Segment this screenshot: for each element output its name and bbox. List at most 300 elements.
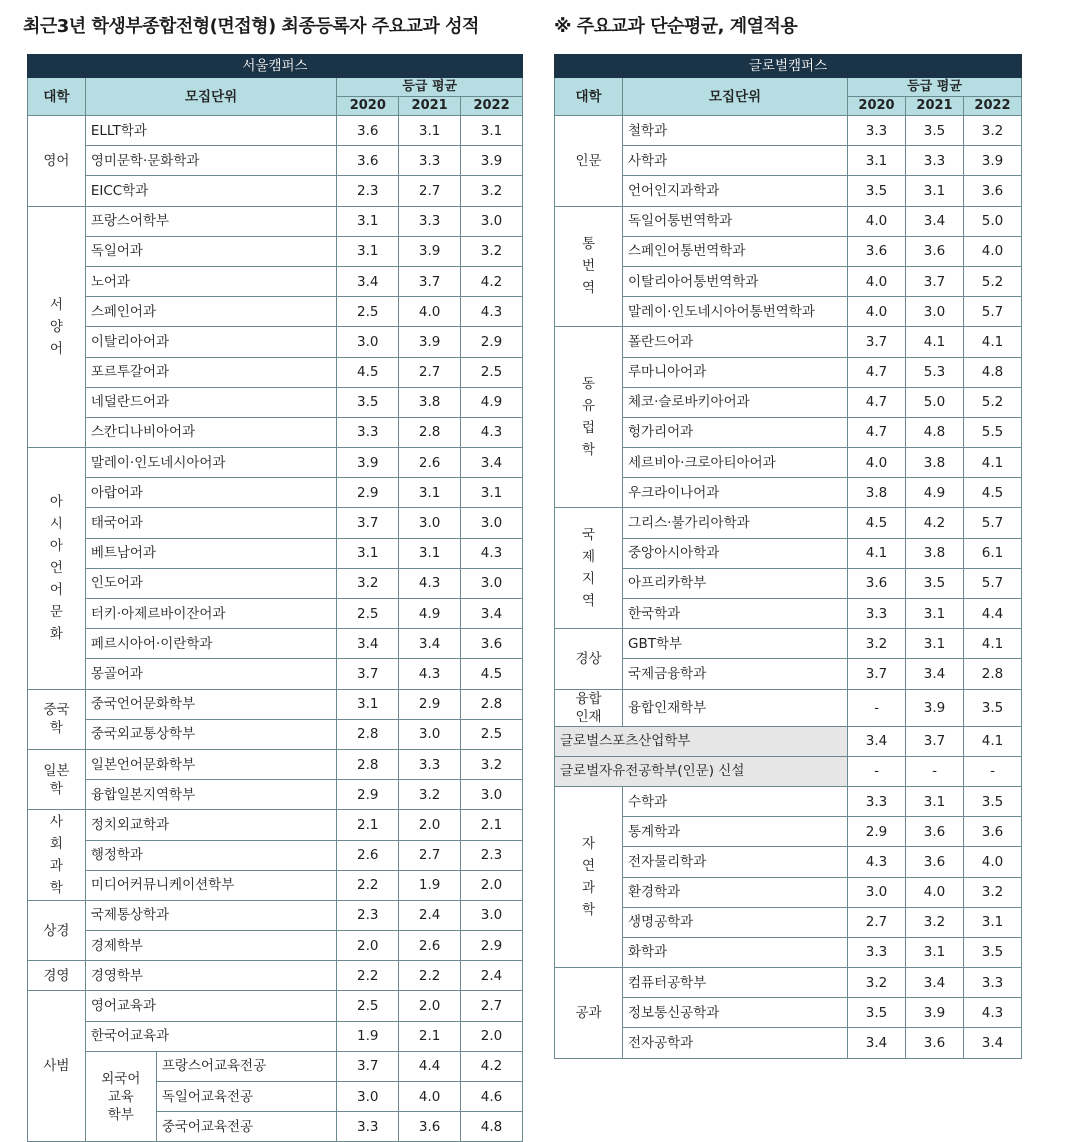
grade-value: 4.2 [461, 266, 523, 296]
college-name: 융합 인재 [555, 689, 623, 726]
unit-name: 포르투갈어과 [85, 357, 337, 387]
grade-value: 3.7 [906, 726, 964, 756]
page-title: 최근3년 학생부종합전형(면접형) 최종등록자 주요교과 성적 [23, 16, 479, 37]
unit-name: 영어교육과 [85, 991, 337, 1021]
table-row [28, 297, 523, 327]
grade-value: 3.0 [461, 206, 523, 236]
grade-value: 3.6 [848, 236, 906, 266]
grade-value: 3.2 [399, 780, 461, 810]
grade-value: 3.0 [461, 900, 523, 930]
grade-value: 2.4 [461, 961, 523, 991]
grade-value: 3.6 [906, 236, 964, 266]
table-row [555, 756, 1022, 786]
table-row [555, 297, 1022, 327]
grade-value: 3.2 [906, 907, 964, 937]
unit-name: 행정학과 [85, 840, 337, 870]
grade-value: 4.0 [399, 297, 461, 327]
grade-value: 2.0 [461, 870, 523, 900]
grade-value: 2.3 [337, 176, 399, 206]
unit-name: 인도어과 [85, 568, 337, 598]
grade-value: 2.0 [399, 810, 461, 840]
col-year: 2021 [399, 97, 461, 116]
table-row [555, 146, 1022, 176]
grade-value: 3.5 [337, 387, 399, 417]
grade-value: 4.0 [906, 877, 964, 907]
note-title: ※ 주요교과 단순평균, 계열적용 [554, 16, 798, 37]
unit-name: 전자물리학과 [623, 847, 848, 877]
column-header-row [28, 78, 523, 97]
grade-value: 2.8 [964, 659, 1022, 689]
grade-value: - [906, 756, 964, 786]
grade-value: 4.8 [906, 417, 964, 447]
unit-name: 네덜란드어과 [85, 387, 337, 417]
college-name: 동 유 럽 학 [555, 327, 623, 508]
table-row [28, 357, 523, 387]
grade-value: 3.1 [906, 599, 964, 629]
table-row [28, 478, 523, 508]
grade-value: 4.3 [399, 659, 461, 689]
grade-value: 6.1 [964, 538, 1022, 568]
grade-value: 3.4 [399, 629, 461, 659]
grade-value: 3.9 [906, 689, 964, 726]
grade-value: 3.8 [906, 448, 964, 478]
grade-value: 2.9 [461, 931, 523, 961]
unit-name: 체코·슬로바키아어과 [623, 387, 848, 417]
table-row [555, 538, 1022, 568]
grade-value: 2.5 [337, 991, 399, 1021]
unit-name: 철학과 [623, 116, 848, 146]
grade-value: 2.0 [461, 1021, 523, 1051]
table-row [28, 417, 523, 447]
table-row [555, 968, 1022, 998]
grade-value: 3.1 [399, 116, 461, 146]
grade-value: 4.3 [964, 998, 1022, 1028]
table-row [555, 478, 1022, 508]
grade-value: 3.3 [848, 937, 906, 967]
grade-value: 3.2 [848, 629, 906, 659]
unit-name: 프랑스어학부 [85, 206, 337, 236]
grade-value: 3.1 [906, 629, 964, 659]
table-row [555, 689, 1022, 726]
grade-value: 3.9 [399, 236, 461, 266]
grade-value: 3.3 [399, 749, 461, 779]
col-unit: 모집단위 [623, 78, 848, 116]
table-row [28, 266, 523, 296]
col-year: 2022 [461, 97, 523, 116]
unit-name: GBT학부 [623, 629, 848, 659]
grade-value: 2.2 [337, 961, 399, 991]
grade-value: 3.6 [906, 1028, 964, 1058]
unit-name: 융합인재학부 [623, 689, 848, 726]
grade-value: 2.5 [337, 297, 399, 327]
college-name: 서 양 어 [28, 206, 86, 448]
table-row [28, 991, 523, 1021]
table-row [28, 387, 523, 417]
table-row [555, 357, 1022, 387]
grade-value: 3.7 [848, 659, 906, 689]
grade-value: 4.0 [848, 448, 906, 478]
table-row [28, 961, 523, 991]
table-row [28, 236, 523, 266]
unit-name: 스페인어과 [85, 297, 337, 327]
college-name: 인문 [555, 116, 623, 207]
grade-value: 4.3 [461, 417, 523, 447]
grade-value: 2.9 [337, 780, 399, 810]
table-row [555, 937, 1022, 967]
grade-value: 3.3 [906, 146, 964, 176]
grade-value: 3.4 [964, 1028, 1022, 1058]
grade-value: 3.0 [399, 508, 461, 538]
grade-value: 3.2 [461, 749, 523, 779]
table-row [555, 417, 1022, 447]
grade-value: 4.3 [461, 297, 523, 327]
grade-value: 3.6 [964, 176, 1022, 206]
unit-name: 독일어과 [85, 236, 337, 266]
table-row [28, 810, 523, 840]
unit-name: 한국어교육과 [85, 1021, 337, 1051]
grade-value: 2.8 [337, 749, 399, 779]
grade-value: 2.1 [461, 810, 523, 840]
grade-value: 4.6 [461, 1082, 523, 1112]
grade-value: 3.3 [399, 146, 461, 176]
col-unit: 모집단위 [85, 78, 337, 116]
unit-name: 노어과 [85, 266, 337, 296]
col-year: 2021 [906, 97, 964, 116]
grade-value: 3.7 [337, 1051, 399, 1081]
unit-name: 언어인지과학과 [623, 176, 848, 206]
grade-value: 3.6 [399, 1112, 461, 1142]
unit-name: 정보통신공학과 [623, 998, 848, 1028]
grade-value: 3.4 [848, 1028, 906, 1058]
global-campus-table [554, 54, 1022, 1059]
grade-value: 2.7 [848, 907, 906, 937]
grade-value: 5.0 [906, 387, 964, 417]
unit-name: 우크라이나어과 [623, 478, 848, 508]
table-row [28, 146, 523, 176]
grade-value: 4.0 [964, 847, 1022, 877]
grade-value: 3.2 [337, 568, 399, 598]
college-name: 아 시 아 언 어 문 화 [28, 448, 86, 690]
grade-value: 4.0 [848, 297, 906, 327]
grade-value: 5.7 [964, 508, 1022, 538]
college-name: 통 번 역 [555, 206, 623, 327]
unit-name: 한국학과 [623, 599, 848, 629]
table-row [555, 568, 1022, 598]
table-row [28, 629, 523, 659]
grade-value: 2.5 [461, 357, 523, 387]
table-row [555, 266, 1022, 296]
grade-value: 4.8 [461, 1112, 523, 1142]
grade-value: 3.0 [337, 327, 399, 357]
grade-value: 2.9 [461, 327, 523, 357]
unit-name: ELLT학과 [85, 116, 337, 146]
grade-value: 4.7 [848, 387, 906, 417]
grade-value: 3.4 [337, 266, 399, 296]
grade-value: 3.6 [848, 568, 906, 598]
grade-value: 5.2 [964, 387, 1022, 417]
unit-name: 글로벌자유전공학부(인문) 신설 [555, 756, 848, 786]
grade-value: 4.7 [848, 417, 906, 447]
table-row [28, 327, 523, 357]
unit-name: 스칸디나비아어과 [85, 417, 337, 447]
grade-value: 3.1 [848, 146, 906, 176]
grade-value: 2.9 [848, 817, 906, 847]
grade-value: 5.7 [964, 568, 1022, 598]
grade-value: 3.1 [461, 116, 523, 146]
grade-value: 3.1 [964, 907, 1022, 937]
grade-value: 2.1 [337, 810, 399, 840]
table-row [555, 847, 1022, 877]
unit-name: 경제학부 [85, 931, 337, 961]
campus-name: 서울캠퍼스 [28, 55, 523, 78]
grade-value: 4.1 [964, 448, 1022, 478]
grade-value: 3.1 [337, 538, 399, 568]
grade-value: 4.9 [906, 478, 964, 508]
table-row [555, 206, 1022, 236]
grade-value: 4.3 [399, 568, 461, 598]
table-row [28, 448, 523, 478]
grade-value: 3.6 [337, 146, 399, 176]
grade-value: 3.5 [848, 998, 906, 1028]
unit-name: 세르비아·크로아티아어과 [623, 448, 848, 478]
college-name: 경상 [555, 629, 623, 689]
grade-value: 3.3 [964, 968, 1022, 998]
grade-value: 3.8 [906, 538, 964, 568]
college-name: 경영 [28, 961, 86, 991]
grade-value: 3.2 [964, 877, 1022, 907]
grade-value: 4.0 [964, 236, 1022, 266]
sub-division-name: 외국어 교육 학부 [85, 1051, 156, 1142]
table-row [28, 568, 523, 598]
unit-name: 화학과 [623, 937, 848, 967]
grade-value: 3.2 [848, 968, 906, 998]
table-row [555, 176, 1022, 206]
grade-value: 2.1 [399, 1021, 461, 1051]
unit-name: 아랍어과 [85, 478, 337, 508]
college-name: 중국 학 [28, 689, 86, 749]
grade-value: 2.8 [337, 719, 399, 749]
unit-name: 중국어교육전공 [156, 1112, 337, 1142]
grade-value: 3.3 [399, 206, 461, 236]
table-row [28, 900, 523, 930]
grade-value: 2.9 [337, 478, 399, 508]
table-row [555, 877, 1022, 907]
unit-name: 통계학과 [623, 817, 848, 847]
unit-name: 이탈리아어통번역학과 [623, 266, 848, 296]
grade-value: 4.5 [964, 478, 1022, 508]
unit-name: 전자공학과 [623, 1028, 848, 1058]
grade-value: 3.5 [964, 937, 1022, 967]
grade-value: 4.0 [848, 206, 906, 236]
grade-value: 1.9 [399, 870, 461, 900]
unit-name: 터키·아제르바이잔어과 [85, 599, 337, 629]
grade-value: 3.0 [906, 297, 964, 327]
table-row [28, 599, 523, 629]
grade-value: 3.5 [906, 568, 964, 598]
grade-value: 2.9 [399, 689, 461, 719]
unit-name: 환경학과 [623, 877, 848, 907]
grade-value: 3.2 [964, 116, 1022, 146]
grade-value: 5.5 [964, 417, 1022, 447]
column-header-row [555, 78, 1022, 97]
grade-value: 3.9 [461, 146, 523, 176]
grade-value: 3.3 [848, 786, 906, 816]
table-row [28, 689, 523, 719]
seoul-campus-table [27, 54, 523, 1142]
table-row [555, 599, 1022, 629]
grade-value: 2.7 [399, 840, 461, 870]
grade-value: 3.1 [337, 206, 399, 236]
table-row [555, 448, 1022, 478]
table-row [28, 116, 523, 146]
grade-value: 4.0 [848, 266, 906, 296]
grade-value: 3.7 [848, 327, 906, 357]
unit-name: 독일어통번역학과 [623, 206, 848, 236]
grade-value: 3.0 [848, 877, 906, 907]
grade-value: 3.1 [906, 176, 964, 206]
table-row [28, 870, 523, 900]
unit-name: 베트남어과 [85, 538, 337, 568]
grade-value: 4.4 [399, 1051, 461, 1081]
campus-header-row [28, 55, 523, 78]
unit-name: 스페인어통번역학과 [623, 236, 848, 266]
grade-value: 3.1 [461, 478, 523, 508]
grade-value: 4.3 [461, 538, 523, 568]
unit-name: EICC학과 [85, 176, 337, 206]
unit-name: 사학과 [623, 146, 848, 176]
grade-value: - [848, 689, 906, 726]
grade-value: 3.3 [337, 417, 399, 447]
college-name: 사범 [28, 991, 86, 1142]
table-row [555, 236, 1022, 266]
grade-value: 2.3 [337, 900, 399, 930]
grade-value: 2.6 [399, 931, 461, 961]
grade-value: 2.5 [461, 719, 523, 749]
grade-value: 4.5 [848, 508, 906, 538]
grade-value: 2.3 [461, 840, 523, 870]
grade-value: 3.7 [906, 266, 964, 296]
grade-value: 3.5 [848, 176, 906, 206]
grade-value: 3.4 [337, 629, 399, 659]
col-univ: 대학 [555, 78, 623, 116]
campus-header-row [555, 55, 1022, 78]
grade-value: 2.7 [399, 357, 461, 387]
college-name: 공과 [555, 968, 623, 1059]
grade-value: 3.5 [964, 689, 1022, 726]
grade-value: 2.0 [337, 931, 399, 961]
grade-value: 5.0 [964, 206, 1022, 236]
grade-value: 2.6 [399, 448, 461, 478]
grade-value: 4.1 [964, 327, 1022, 357]
unit-name: 컴퓨터공학부 [623, 968, 848, 998]
unit-name: 영미문학·문화학과 [85, 146, 337, 176]
grade-value: 3.1 [337, 689, 399, 719]
table-row [28, 749, 523, 779]
grade-value: 1.9 [337, 1021, 399, 1051]
grade-value: 3.1 [906, 937, 964, 967]
grade-value: 3.9 [399, 327, 461, 357]
grade-value: 3.5 [964, 786, 1022, 816]
table-row [555, 508, 1022, 538]
grade-value: 4.1 [848, 538, 906, 568]
unit-name: 국제통상학과 [85, 900, 337, 930]
unit-name: 이탈리아어과 [85, 327, 337, 357]
grade-value: 3.4 [848, 726, 906, 756]
grade-value: 3.4 [461, 599, 523, 629]
table-row [555, 659, 1022, 689]
unit-name: 경영학부 [85, 961, 337, 991]
grade-value: 4.3 [848, 847, 906, 877]
unit-name: 융합일본지역학부 [85, 780, 337, 810]
unit-name: 아프리카학부 [623, 568, 848, 598]
col-year: 2020 [337, 97, 399, 116]
table-row [28, 508, 523, 538]
unit-name: 독일어교육전공 [156, 1082, 337, 1112]
grade-value: 3.6 [964, 817, 1022, 847]
grade-value: 3.6 [906, 817, 964, 847]
unit-name: 말레이·인도네시아어통번역학과 [623, 297, 848, 327]
table-row [28, 840, 523, 870]
grade-value: 4.5 [337, 357, 399, 387]
grade-value: 3.6 [461, 629, 523, 659]
college-name: 일본 학 [28, 749, 86, 809]
grade-value: 3.0 [461, 780, 523, 810]
unit-name: 프랑스어교육전공 [156, 1051, 337, 1081]
grade-value: 3.1 [399, 538, 461, 568]
grade-value: 3.7 [337, 659, 399, 689]
grade-value: 2.7 [461, 991, 523, 1021]
unit-name: 그리스·불가리아학과 [623, 508, 848, 538]
grade-value: 2.6 [337, 840, 399, 870]
grade-value: 2.7 [399, 176, 461, 206]
unit-name: 수학과 [623, 786, 848, 816]
grade-value: 2.2 [337, 870, 399, 900]
grade-value: 4.8 [964, 357, 1022, 387]
grade-value: 3.4 [906, 659, 964, 689]
table-row [555, 817, 1022, 847]
table-row [28, 780, 523, 810]
grade-value: 4.1 [964, 629, 1022, 659]
unit-name: 헝가리어과 [623, 417, 848, 447]
grade-value: 3.4 [906, 206, 964, 236]
table-row [555, 116, 1022, 146]
grade-value: 2.8 [461, 689, 523, 719]
table-row [555, 327, 1022, 357]
grade-value: 3.2 [461, 236, 523, 266]
table-row [555, 998, 1022, 1028]
table-row [28, 659, 523, 689]
grade-value: 3.7 [399, 266, 461, 296]
unit-name: 정치외교학과 [85, 810, 337, 840]
table-row [28, 719, 523, 749]
grade-value: 2.5 [337, 599, 399, 629]
grade-value: 4.9 [399, 599, 461, 629]
grade-value: 3.1 [906, 786, 964, 816]
grade-value: - [848, 756, 906, 786]
grade-value: 2.8 [399, 417, 461, 447]
grade-value: 4.1 [964, 726, 1022, 756]
grade-value: 4.4 [964, 599, 1022, 629]
college-name: 사 회 과 학 [28, 810, 86, 901]
grade-value: 3.7 [337, 508, 399, 538]
grade-value: 3.4 [461, 448, 523, 478]
col-year: 2020 [848, 97, 906, 116]
grade-value: 3.0 [461, 508, 523, 538]
col-grade: 등급 평균 [848, 78, 1022, 97]
unit-name: 글로벌스포츠산업학부 [555, 726, 848, 756]
grade-value: 3.2 [461, 176, 523, 206]
table-row [555, 387, 1022, 417]
